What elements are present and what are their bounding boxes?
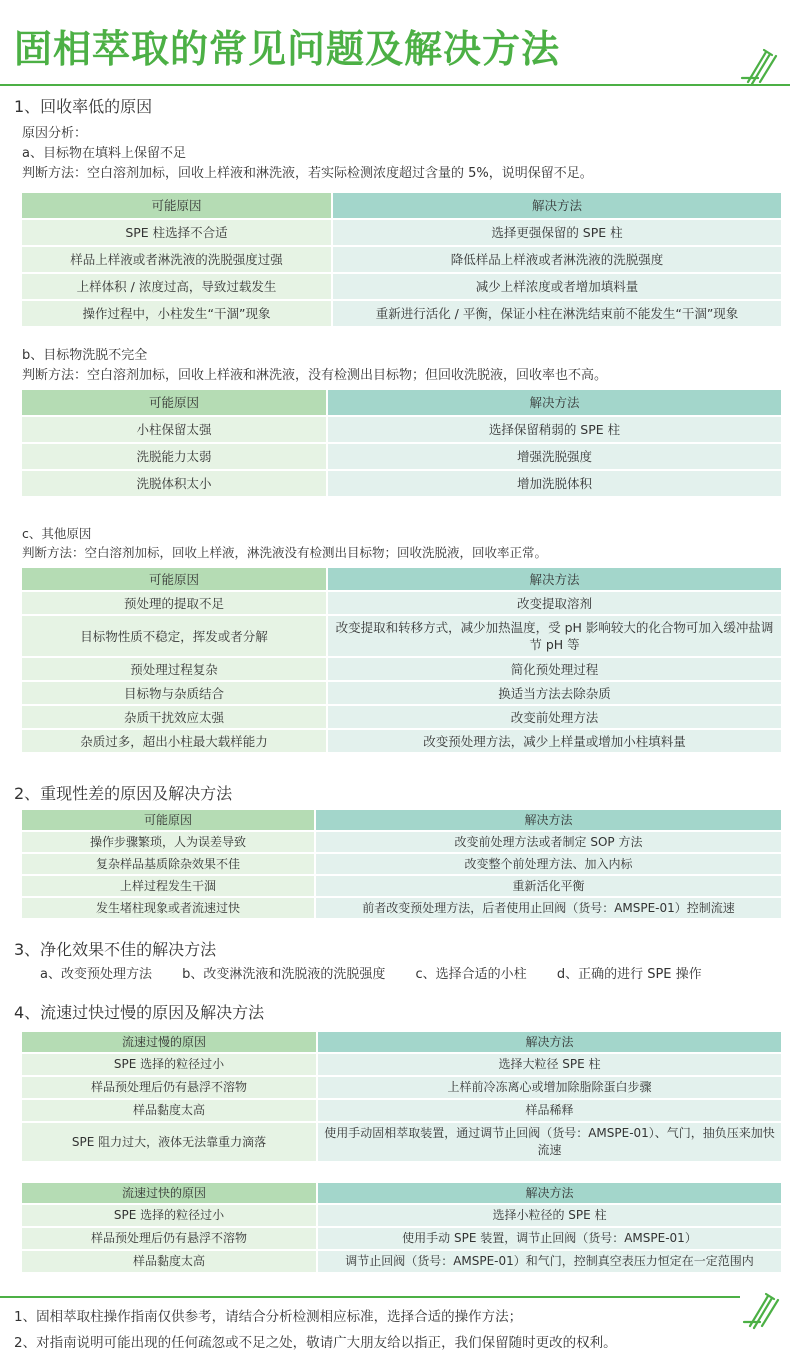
test-tube-icon <box>738 46 782 86</box>
footer-note-1: 1、固相萃取柱操作指南仅供参考，请结合分析检测相应标准，选择合适的操作方法； <box>14 1309 523 1325</box>
cell-solution: 选择保留稍弱的 SPE 柱 <box>326 417 781 442</box>
table-row <box>22 1077 781 1098</box>
cell-reason: 样品预处理后仍有悬浮不溶物 <box>22 1228 316 1249</box>
table-1a <box>22 191 781 328</box>
cell-solution: 使用手动 SPE 装置，调节止回阀（货号：AMSPE-01） <box>316 1228 781 1249</box>
header-solution: 解决方法 <box>331 193 781 218</box>
cell-solution: 选择大粒径 SPE 柱 <box>316 1054 781 1075</box>
cell-solution: 改变预处理方法，减少上样量或增加小柱填料量 <box>326 730 781 752</box>
cell-reason: SPE 选择的粒径过小 <box>22 1205 316 1226</box>
table-row <box>22 898 781 918</box>
table-row <box>22 1054 781 1075</box>
title-divider <box>0 84 790 86</box>
cell-reason: 操作过程中，小柱发生“干涸”现象 <box>22 301 331 326</box>
header-solution: 解决方法 <box>326 568 781 590</box>
cell-solution: 改变前处理方法或者制定 SOP 方法 <box>314 832 781 852</box>
cell-solution: 使用手动固相萃取装置，通过调节止回阀（货号：AMSPE-01）、气门，抽负压来加快流速 <box>316 1123 781 1161</box>
header-solution: 解决方法 <box>326 390 781 415</box>
header-solution: 解决方法 <box>316 1183 781 1203</box>
cell-solution: 减少上样浓度或者增加填料量 <box>331 274 781 299</box>
cell-reason: 预处理过程复杂 <box>22 658 326 680</box>
header-reason: 可能原因 <box>22 193 331 218</box>
cell-reason: 样品黏度太高 <box>22 1251 316 1272</box>
cell-reason: SPE 阻力过大，液体无法靠重力滴落 <box>22 1123 316 1161</box>
cell-solution: 重新活化平衡 <box>314 876 781 896</box>
table-row <box>22 247 781 272</box>
table-row <box>22 1123 781 1161</box>
table-row <box>22 616 781 656</box>
header-reason: 可能原因 <box>22 390 326 415</box>
list-item: c、选择合适的小柱 <box>415 967 527 982</box>
cell-reason: 杂质干扰效应太强 <box>22 706 326 728</box>
table-row <box>22 1251 781 1272</box>
cell-solution: 改变提取和转移方式，减少加热温度，受 pH 影响较大的化合物可加入缓冲盐调节 pH 等 <box>326 616 781 656</box>
subsection-a-judge: 判断方法：空白溶剂加标，回收上样液和淋洗液，若实际检测浓度超过含量的 5%，说明保留不足。 <box>22 166 593 181</box>
header-solution: 解决方法 <box>316 1032 781 1052</box>
header-fast-reason: 流速过快的原因 <box>22 1183 316 1203</box>
header-reason: 可能原因 <box>22 568 326 590</box>
header-solution: 解决方法 <box>314 810 781 830</box>
cell-reason: 样品预处理后仍有悬浮不溶物 <box>22 1077 316 1098</box>
cell-solution: 选择更强保留的 SPE 柱 <box>331 220 781 245</box>
subsection-b-judge: 判断方法：空白溶剂加标，回收上样液和淋洗液，没有检测出目标物；但回收洗脱液，回收率也不高。 <box>22 368 608 383</box>
cell-solution: 改变整个前处理方法、加入内标 <box>314 854 781 874</box>
section-2-heading: 2、重现性差的原因及解决方法 <box>14 784 233 803</box>
cell-solution: 选择小粒径的 SPE 柱 <box>316 1205 781 1226</box>
cell-solution: 样品稀释 <box>316 1100 781 1121</box>
table-row <box>22 832 781 852</box>
cell-solution: 改变前处理方法 <box>326 706 781 728</box>
table-row <box>22 1228 781 1249</box>
table-1c <box>22 566 781 754</box>
cell-reason: 上样体积 / 浓度过高，导致过载发生 <box>22 274 331 299</box>
subsection-c-title: c、其他原因 <box>22 526 92 541</box>
section-3-heading: 3、净化效果不佳的解决方法 <box>14 940 217 959</box>
list-item: d、正确的进行 SPE 操作 <box>556 967 702 982</box>
table-row <box>22 220 781 245</box>
table-1b <box>22 388 781 498</box>
cell-reason: 目标物与杂质结合 <box>22 682 326 704</box>
table-row <box>22 471 781 496</box>
table-row <box>22 876 781 896</box>
section-4-heading: 4、流速过快过慢的原因及解决方法 <box>14 1003 265 1022</box>
cell-solution: 增加洗脱体积 <box>326 471 781 496</box>
subsection-a-title: a、目标物在填料上保留不足 <box>22 146 186 161</box>
cell-reason: 样品上样液或者淋洗液的洗脱强度过强 <box>22 247 331 272</box>
analysis-label: 原因分析： <box>22 126 88 141</box>
subsection-c-judge: 判断方法：空白溶剂加标，回收上样液，淋洗液没有检测出目标物；回收洗脱液，回收率正常。 <box>22 545 548 560</box>
cell-solution: 改变提取溶剂 <box>326 592 781 614</box>
header-slow-reason: 流速过慢的原因 <box>22 1032 316 1052</box>
section-1-heading: 1、回收率低的原因 <box>14 97 153 116</box>
cell-reason: 杂质过多，超出小柱最大载样能力 <box>22 730 326 752</box>
table-row <box>22 706 781 728</box>
table-row <box>22 682 781 704</box>
subsection-b-title: b、目标物洗脱不完全 <box>22 348 148 363</box>
cell-solution: 重新进行活化 / 平衡，保证小柱在淋洗结束前不能发生“干涸”现象 <box>331 301 781 326</box>
list-item: b、改变淋洗液和洗脱液的洗脱强度 <box>182 967 386 982</box>
cell-reason: 洗脱能力太弱 <box>22 444 326 469</box>
footer-note-2: 2、对指南说明可能出现的任何疏忽或不足之处，敬请广大朋友给以指正，我们保留随时更改的权利。 <box>14 1335 617 1351</box>
test-tube-icon <box>740 1290 784 1330</box>
table-row <box>22 730 781 752</box>
cell-solution: 调节止回阀（货号：AMSPE-01）和气门，控制真空表压力恒定在一定范围内 <box>316 1251 781 1272</box>
cell-solution: 前者改变预处理方法，后者使用止回阀（货号：AMSPE-01）控制流速 <box>314 898 781 918</box>
table-4-fast <box>22 1181 781 1274</box>
cell-solution: 降低样品上样液或者淋洗液的洗脱强度 <box>331 247 781 272</box>
cell-reason: 洗脱体积太小 <box>22 471 326 496</box>
cell-reason: 预处理的提取不足 <box>22 592 326 614</box>
cell-solution: 换适当方法去除杂质 <box>326 682 781 704</box>
table-2 <box>22 808 781 920</box>
table-row <box>22 592 781 614</box>
page-title: 固相萃取的常见问题及解决方法 <box>14 27 561 71</box>
table-row <box>22 854 781 874</box>
table-row <box>22 1205 781 1226</box>
cell-solution: 增强洗脱强度 <box>326 444 781 469</box>
list-item: a、改变预处理方法 <box>40 967 152 982</box>
cell-reason: 样品黏度太高 <box>22 1100 316 1121</box>
cell-reason: 操作步骤繁琐，人为误差导致 <box>22 832 314 852</box>
table-row <box>22 301 781 326</box>
table-row <box>22 1100 781 1121</box>
cell-reason: 目标物性质不稳定，挥发或者分解 <box>22 616 326 656</box>
cell-solution: 简化预处理过程 <box>326 658 781 680</box>
cell-reason: SPE 柱选择不合适 <box>22 220 331 245</box>
table-row <box>22 444 781 469</box>
cell-reason: 发生堵柱现象或者流速过快 <box>22 898 314 918</box>
cell-reason: 上样过程发生干涸 <box>22 876 314 896</box>
header-reason: 可能原因 <box>22 810 314 830</box>
cell-reason: 小柱保留太强 <box>22 417 326 442</box>
table-row <box>22 658 781 680</box>
table-row <box>22 417 781 442</box>
section-3-items <box>40 963 702 982</box>
footer-divider <box>0 1296 740 1298</box>
table-4-slow <box>22 1030 781 1163</box>
cell-reason: SPE 选择的粒径过小 <box>22 1054 316 1075</box>
cell-solution: 上样前冷冻离心或增加除脂除蛋白步骤 <box>316 1077 781 1098</box>
table-row <box>22 274 781 299</box>
cell-reason: 复杂样品基质除杂效果不佳 <box>22 854 314 874</box>
